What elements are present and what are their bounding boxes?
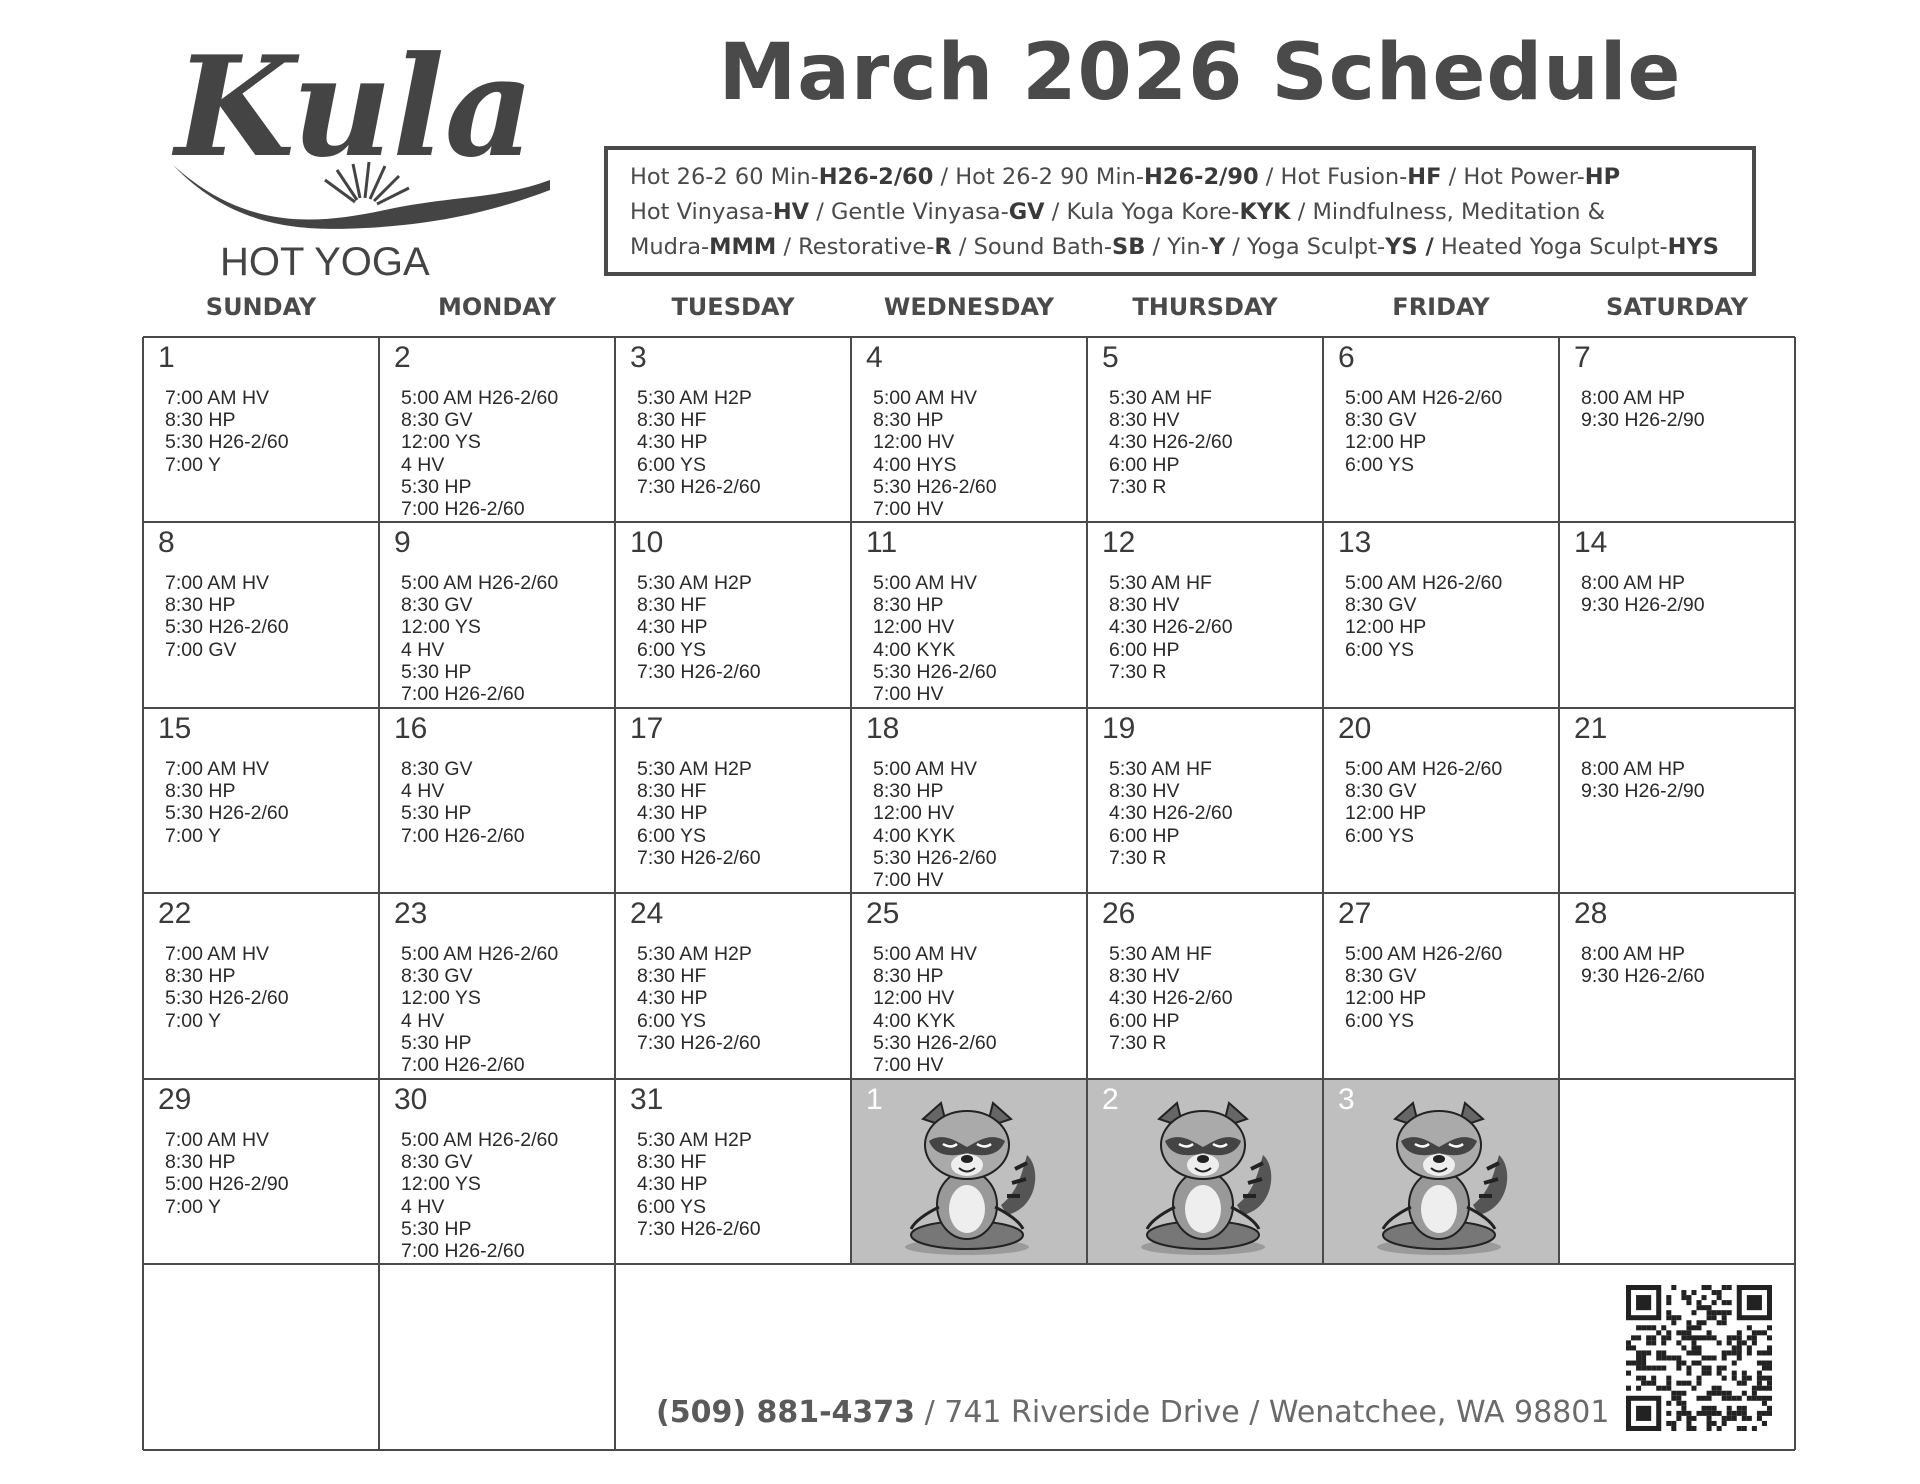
class-list <box>1581 572 1705 616</box>
class-time-entry: 7:00 AM HV <box>165 1129 270 1151</box>
class-time-entry: 5:30 HP <box>401 660 472 683</box>
legend-class-code: HYS <box>1667 234 1719 260</box>
day-number: 2 <box>1102 1083 1119 1116</box>
calendar-day-cell <box>615 337 851 522</box>
class-time-entry: 9:30 H26-2/60 <box>1581 965 1705 988</box>
class-time-entry: 5:00 AM H26-2/60 <box>401 572 559 594</box>
day-number: 27 <box>1338 897 1372 930</box>
class-time-entry: 7:00 Y <box>165 453 222 476</box>
legend-class-name: / Restorative- <box>776 234 935 260</box>
class-list <box>1345 387 1502 476</box>
class-time-entry: 7:00 HV <box>873 1053 944 1076</box>
legend-class-code: H26-2/60 <box>818 164 934 190</box>
legend-class-name: Hot Vinyasa- <box>630 199 773 225</box>
class-time-entry: 12:00 HP <box>1345 431 1427 454</box>
legend-class-name: / Kula Yoga Kore- <box>1044 199 1240 225</box>
legend-class-code: GV <box>1008 199 1045 225</box>
calendar-day-cell <box>1559 337 1795 522</box>
class-list <box>1581 387 1705 431</box>
logo-subtitle: HOT YOGA <box>220 240 430 280</box>
class-time-entry: 8:30 HV <box>1109 409 1180 432</box>
class-time-entry: 5:30 H26-2/60 <box>873 1031 997 1054</box>
class-time-entry: 4:00 KYK <box>873 1009 956 1032</box>
class-time-entry: 6:00 HP <box>1109 1009 1180 1032</box>
calendar-day-cell <box>1087 893 1323 1079</box>
page-title: March 2026 Schedule <box>718 28 1682 118</box>
class-time-entry: 7:30 H26-2/60 <box>637 1217 761 1240</box>
calendar-day-cell <box>1323 522 1559 708</box>
studio-address: / 741 Riverside Drive / Wenatchee, WA 98801 <box>915 1395 1610 1430</box>
class-time-entry: 4:30 HP <box>637 431 708 454</box>
class-time-entry: 7:00 HV <box>873 682 944 705</box>
day-number: 29 <box>158 1083 192 1116</box>
class-list <box>1345 758 1502 847</box>
day-number: 23 <box>394 897 428 930</box>
class-list <box>1345 572 1502 661</box>
class-time-entry: 12:00 YS <box>401 1173 481 1196</box>
calendar-day-cell <box>1559 893 1795 1079</box>
class-time-entry: 5:30 AM H2P <box>637 387 752 409</box>
legend-line <box>630 195 1730 230</box>
day-number: 3 <box>1338 1083 1355 1116</box>
class-time-entry: 8:30 GV <box>1345 780 1417 803</box>
class-list <box>165 387 289 476</box>
class-time-entry: 7:00 H26-2/60 <box>401 1239 525 1262</box>
class-list <box>401 758 525 847</box>
day-number: 13 <box>1338 526 1372 559</box>
class-time-entry: 4:30 H26-2/60 <box>1109 987 1233 1010</box>
class-time-entry: 7:00 HV <box>873 497 944 520</box>
class-list <box>1581 758 1705 802</box>
class-time-entry: 5:00 H26-2/90 <box>165 1173 289 1196</box>
legend-class-code: KYK <box>1239 199 1291 225</box>
class-time-entry: 5:30 H26-2/60 <box>165 616 289 639</box>
class-list <box>1345 943 1502 1032</box>
class-list <box>165 1129 289 1218</box>
class-time-entry: 5:30 H26-2/60 <box>873 660 997 683</box>
day-number: 8 <box>158 526 175 559</box>
weekday-friday: FRIDAY <box>1392 293 1490 321</box>
day-number: 28 <box>1574 897 1608 930</box>
class-time-entry: 12:00 HP <box>1345 987 1427 1010</box>
legend-class-name: / Hot 26-2 90 Min- <box>933 164 1144 190</box>
class-time-entry: 4 HV <box>401 1195 445 1218</box>
class-time-entry: 4 HV <box>401 638 445 661</box>
calendar-day-cell <box>143 337 379 522</box>
day-number: 18 <box>866 712 900 745</box>
class-time-entry: 8:30 GV <box>401 1151 473 1174</box>
class-time-entry: 7:00 H26-2/60 <box>401 682 525 705</box>
class-time-entry: 5:30 H26-2/60 <box>165 987 289 1010</box>
calendar-day-cell <box>143 1079 379 1264</box>
class-list <box>637 572 761 683</box>
class-time-entry: 8:30 GV <box>401 758 473 780</box>
calendar-day-cell <box>1087 708 1323 893</box>
class-list <box>165 572 289 661</box>
class-list <box>637 1129 761 1240</box>
svg-text:Kula: Kula <box>175 30 535 188</box>
calendar-day-cell <box>1087 1079 1323 1264</box>
legend-class-code: Y <box>1208 234 1226 260</box>
class-time-entry: 5:00 AM H26-2/60 <box>1345 572 1503 594</box>
class-time-entry: 12:00 HV <box>873 987 955 1010</box>
calendar-day-cell <box>1087 522 1323 708</box>
legend-class-name: / Hot Power- <box>1441 164 1585 190</box>
day-number: 25 <box>866 897 900 930</box>
class-time-entry: 6:00 HP <box>1109 824 1180 847</box>
class-list <box>873 387 997 520</box>
calendar-day-cell <box>379 522 615 708</box>
legend-class-name: / Gentle Vinyasa- <box>809 199 1009 225</box>
calendar-day-cell <box>1087 337 1323 522</box>
legend-class-name: / Mindfulness, Meditation & <box>1290 199 1606 225</box>
class-time-entry: 8:30 GV <box>1345 409 1417 432</box>
class-time-entry: 9:30 H26-2/90 <box>1581 594 1705 617</box>
class-time-entry: 8:30 HF <box>637 1151 707 1174</box>
day-number: 4 <box>866 341 883 374</box>
calendar-day-cell <box>143 708 379 893</box>
class-time-entry: 8:30 HP <box>873 409 944 432</box>
class-time-entry: 5:30 AM H2P <box>637 572 752 594</box>
legend-class-name: / Hot Fusion- <box>1258 164 1408 190</box>
day-number: 2 <box>394 341 411 374</box>
legend-class-code: MMM <box>709 234 777 260</box>
class-time-entry: 9:30 H26-2/90 <box>1581 780 1705 803</box>
class-time-entry: 12:00 YS <box>401 431 481 454</box>
class-time-entry: 4:00 KYK <box>873 638 956 661</box>
day-number: 22 <box>158 897 192 930</box>
day-number: 3 <box>630 341 647 374</box>
calendar-day-cell <box>379 1079 615 1264</box>
calendar-day-cell <box>851 337 1087 522</box>
day-number: 9 <box>394 526 411 559</box>
calendar-day-cell <box>379 708 615 893</box>
calendar-day-cell <box>1559 522 1795 708</box>
class-list <box>1109 387 1233 498</box>
class-time-entry: 5:30 HP <box>401 1217 472 1240</box>
class-list <box>1109 758 1233 869</box>
weekday-tuesday: TUESDAY <box>671 293 795 321</box>
class-time-entry: 6:00 YS <box>637 1009 707 1032</box>
class-time-entry: 6:00 YS <box>1345 1009 1415 1032</box>
calendar-day-cell <box>851 893 1087 1079</box>
class-list <box>401 572 558 705</box>
class-time-entry: 6:00 HP <box>1109 638 1180 661</box>
class-time-entry: 5:00 AM HV <box>873 758 978 780</box>
class-time-entry: 6:00 YS <box>637 1195 707 1218</box>
calendar-day-cell <box>379 893 615 1079</box>
studio-contact <box>656 1395 1609 1430</box>
class-time-entry: 5:30 HP <box>401 1031 472 1054</box>
class-list <box>873 943 997 1076</box>
day-number: 17 <box>630 712 664 745</box>
class-legend <box>604 146 1756 276</box>
day-number: 10 <box>630 526 664 559</box>
class-list <box>1109 943 1233 1054</box>
class-time-entry: 4 HV <box>401 780 445 803</box>
class-time-entry: 5:00 AM H26-2/60 <box>1345 943 1503 965</box>
class-time-entry: 8:30 HP <box>165 409 236 432</box>
class-time-entry: 5:30 AM H2P <box>637 758 752 780</box>
calendar-day-cell <box>615 893 851 1079</box>
class-time-entry: 6:00 YS <box>637 453 707 476</box>
legend-class-name: / Sound Bath- <box>951 234 1112 260</box>
class-time-entry: 8:30 GV <box>401 594 473 617</box>
calendar-day-cell <box>143 893 379 1079</box>
class-time-entry: 8:30 HP <box>165 965 236 988</box>
day-number: 1 <box>158 341 175 374</box>
calendar-day-cell <box>615 1079 851 1264</box>
class-time-entry: 8:30 HF <box>637 594 707 617</box>
class-time-entry: 5:30 H26-2/60 <box>873 846 997 869</box>
class-time-entry: 5:00 AM H26-2/60 <box>1345 387 1503 409</box>
class-time-entry: 7:00 AM HV <box>165 758 270 780</box>
class-time-entry: 7:00 H26-2/60 <box>401 497 525 520</box>
class-time-entry: 7:30 R <box>1109 1031 1167 1054</box>
weekday-thursday: THURSDAY <box>1132 293 1278 321</box>
class-time-entry: 4:30 HP <box>637 616 708 639</box>
class-time-entry: 8:30 HP <box>873 965 944 988</box>
class-time-entry: 5:00 AM HV <box>873 572 978 594</box>
class-list <box>1581 943 1705 987</box>
day-number: 20 <box>1338 712 1372 745</box>
class-time-entry: 8:30 HP <box>873 780 944 803</box>
class-list <box>1109 572 1233 683</box>
class-list <box>873 572 997 705</box>
class-list <box>637 758 761 869</box>
legend-class-name: Hot 26-2 60 Min- <box>630 164 819 190</box>
class-time-entry: 5:00 AM HV <box>873 387 978 409</box>
class-time-entry: 5:30 AM HF <box>1109 758 1212 780</box>
calendar-day-cell <box>1323 1079 1559 1264</box>
class-time-entry: 8:00 AM HP <box>1581 572 1686 594</box>
legend-class-code: YS / <box>1385 234 1434 260</box>
class-time-entry: 8:30 GV <box>1345 594 1417 617</box>
calendar-day-cell <box>615 522 851 708</box>
class-time-entry: 4:30 H26-2/60 <box>1109 431 1233 454</box>
class-time-entry: 6:00 YS <box>1345 824 1415 847</box>
calendar-day-cell <box>1323 337 1559 522</box>
class-time-entry: 8:30 GV <box>1345 965 1417 988</box>
day-number: 1 <box>866 1083 883 1116</box>
class-list <box>165 758 289 847</box>
meditating-raccoon-illustration <box>1361 1097 1517 1257</box>
class-time-entry: 7:30 H26-2/60 <box>637 475 761 498</box>
calendar-day-cell <box>1323 708 1559 893</box>
weekday-wednesday: WEDNESDAY <box>883 293 1055 321</box>
weekday-monday: MONDAY <box>438 293 556 321</box>
class-time-entry: 12:00 YS <box>401 987 481 1010</box>
day-number: 12 <box>1102 526 1136 559</box>
class-time-entry: 8:00 AM HP <box>1581 387 1686 409</box>
day-number: 11 <box>866 526 898 559</box>
class-time-entry: 8:30 HF <box>637 409 707 432</box>
class-time-entry: 5:00 AM H26-2/60 <box>1345 758 1503 780</box>
class-time-entry: 7:30 R <box>1109 475 1167 498</box>
class-list <box>401 1129 558 1262</box>
calendar-day-cell <box>615 708 851 893</box>
legend-class-code: HP <box>1584 164 1621 190</box>
class-time-entry: 12:00 HV <box>873 616 955 639</box>
day-number: 26 <box>1102 897 1136 930</box>
calendar-day-cell <box>1559 1079 1795 1264</box>
class-time-entry: 8:30 HV <box>1109 965 1180 988</box>
class-time-entry: 4:00 KYK <box>873 824 956 847</box>
class-time-entry: 8:30 GV <box>401 965 473 988</box>
legend-class-code: H26-2/90 <box>1143 164 1259 190</box>
kula-hot-yoga-logo <box>165 30 555 280</box>
class-time-entry: 5:30 H26-2/60 <box>165 431 289 454</box>
class-time-entry: 5:30 H26-2/60 <box>165 802 289 825</box>
weekday-sunday: SUNDAY <box>205 293 317 321</box>
day-number: 5 <box>1102 341 1119 374</box>
day-number: 16 <box>394 712 428 745</box>
class-time-entry: 7:00 AM HV <box>165 572 270 594</box>
class-time-entry: 12:00 HP <box>1345 616 1427 639</box>
legend-class-name: Mudra- <box>630 234 710 260</box>
class-time-entry: 5:30 AM HF <box>1109 387 1212 409</box>
class-time-entry: 7:00 Y <box>165 824 222 847</box>
class-time-entry: 7:30 H26-2/60 <box>637 1031 761 1054</box>
calendar-day-cell <box>1323 893 1559 1079</box>
class-list <box>401 943 558 1076</box>
calendar-day-cell <box>379 337 615 522</box>
class-time-entry: 5:30 AM HF <box>1109 943 1212 965</box>
class-time-entry: 8:30 HV <box>1109 594 1180 617</box>
class-time-entry: 5:00 AM H26-2/60 <box>401 1129 559 1151</box>
class-time-entry: 8:30 HP <box>165 1151 236 1174</box>
class-time-entry: 7:30 H26-2/60 <box>637 660 761 683</box>
class-time-entry: 8:00 AM HP <box>1581 758 1686 780</box>
day-number: 7 <box>1574 341 1591 374</box>
class-time-entry: 5:00 AM H26-2/60 <box>401 387 559 409</box>
class-time-entry: 4:30 H26-2/60 <box>1109 616 1233 639</box>
class-time-entry: 5:30 AM H2P <box>637 943 752 965</box>
legend-class-code: HF <box>1407 164 1442 190</box>
class-list <box>637 387 761 498</box>
day-number: 21 <box>1574 712 1608 745</box>
class-time-entry: 5:30 H26-2/60 <box>873 475 997 498</box>
class-time-entry: 6:00 HP <box>1109 453 1180 476</box>
calendar-day-cell <box>851 522 1087 708</box>
day-number: 6 <box>1338 341 1355 374</box>
class-time-entry: 12:00 YS <box>401 616 481 639</box>
day-number: 19 <box>1102 712 1136 745</box>
class-time-entry: 8:30 HP <box>165 594 236 617</box>
class-time-entry: 4:30 H26-2/60 <box>1109 802 1233 825</box>
class-time-entry: 8:30 HF <box>637 780 707 803</box>
class-time-entry: 4:30 HP <box>637 1173 708 1196</box>
class-time-entry: 4:30 HP <box>637 802 708 825</box>
class-list <box>873 758 997 891</box>
class-time-entry: 4 HV <box>401 453 445 476</box>
day-number: 14 <box>1574 526 1608 559</box>
class-time-entry: 6:00 YS <box>1345 453 1415 476</box>
class-time-entry: 8:30 HF <box>637 965 707 988</box>
class-time-entry: 5:30 AM HF <box>1109 572 1212 594</box>
weekday-saturday: SATURDAY <box>1606 293 1748 321</box>
class-time-entry: 5:00 AM H26-2/60 <box>401 943 559 965</box>
class-time-entry: 9:30 H26-2/90 <box>1581 409 1705 432</box>
class-time-entry: 12:00 HV <box>873 431 955 454</box>
legend-class-code: R <box>934 234 952 260</box>
class-time-entry: 7:00 Y <box>165 1009 222 1032</box>
class-time-entry: 5:30 AM H2P <box>637 1129 752 1151</box>
class-time-entry: 7:00 HV <box>873 868 944 891</box>
class-time-entry: 6:00 YS <box>637 824 707 847</box>
class-time-entry: 7:00 H26-2/60 <box>401 824 525 847</box>
class-time-entry: 4:00 HYS <box>873 453 957 476</box>
class-time-entry: 7:30 R <box>1109 660 1167 683</box>
class-time-entry: 7:00 AM HV <box>165 387 270 409</box>
meditating-raccoon-illustration <box>889 1097 1045 1257</box>
legend-class-name: / Yin- <box>1145 234 1209 260</box>
class-list <box>401 387 558 520</box>
class-time-entry: 6:00 YS <box>1345 638 1415 661</box>
day-number: 31 <box>630 1083 664 1116</box>
legend-line <box>630 160 1730 195</box>
class-time-entry: 5:00 AM HV <box>873 943 978 965</box>
qr-code <box>1626 1285 1772 1431</box>
class-time-entry: 4:30 HP <box>637 987 708 1010</box>
class-time-entry: 7:00 H26-2/60 <box>401 1053 525 1076</box>
calendar-day-cell <box>1559 708 1795 893</box>
class-time-entry: 7:30 R <box>1109 846 1167 869</box>
calendar-day-cell <box>851 1079 1087 1264</box>
class-time-entry: 8:30 GV <box>401 409 473 432</box>
class-time-entry: 5:30 HP <box>401 802 472 825</box>
legend-class-code: HV <box>772 199 810 225</box>
phone-number: (509) 881-4373 <box>656 1395 916 1430</box>
class-time-entry: 12:00 HV <box>873 802 955 825</box>
calendar-day-cell <box>851 708 1087 893</box>
legend-line <box>630 230 1730 265</box>
legend-class-code: SB <box>1112 234 1146 260</box>
legend-class-name: / Yoga Sculpt- <box>1225 234 1386 260</box>
meditating-raccoon-illustration <box>1125 1097 1281 1257</box>
class-time-entry: 12:00 HP <box>1345 802 1427 825</box>
day-number: 15 <box>158 712 192 745</box>
class-list <box>165 943 289 1032</box>
calendar-day-cell <box>143 522 379 708</box>
day-number: 30 <box>394 1083 428 1116</box>
class-time-entry: 8:30 HP <box>873 594 944 617</box>
class-time-entry: 8:30 HP <box>165 780 236 803</box>
class-list <box>637 943 761 1054</box>
day-number: 24 <box>630 897 664 930</box>
legend-class-name: Heated Yoga Sculpt- <box>1433 234 1668 260</box>
class-time-entry: 4 HV <box>401 1009 445 1032</box>
class-time-entry: 7:00 Y <box>165 1195 222 1218</box>
class-time-entry: 5:30 HP <box>401 475 472 498</box>
class-time-entry: 7:30 H26-2/60 <box>637 846 761 869</box>
class-time-entry: 7:00 AM HV <box>165 943 270 965</box>
class-time-entry: 6:00 YS <box>637 638 707 661</box>
class-time-entry: 8:00 AM HP <box>1581 943 1686 965</box>
class-time-entry: 8:30 HV <box>1109 780 1180 803</box>
class-time-entry: 7:00 GV <box>165 638 237 661</box>
